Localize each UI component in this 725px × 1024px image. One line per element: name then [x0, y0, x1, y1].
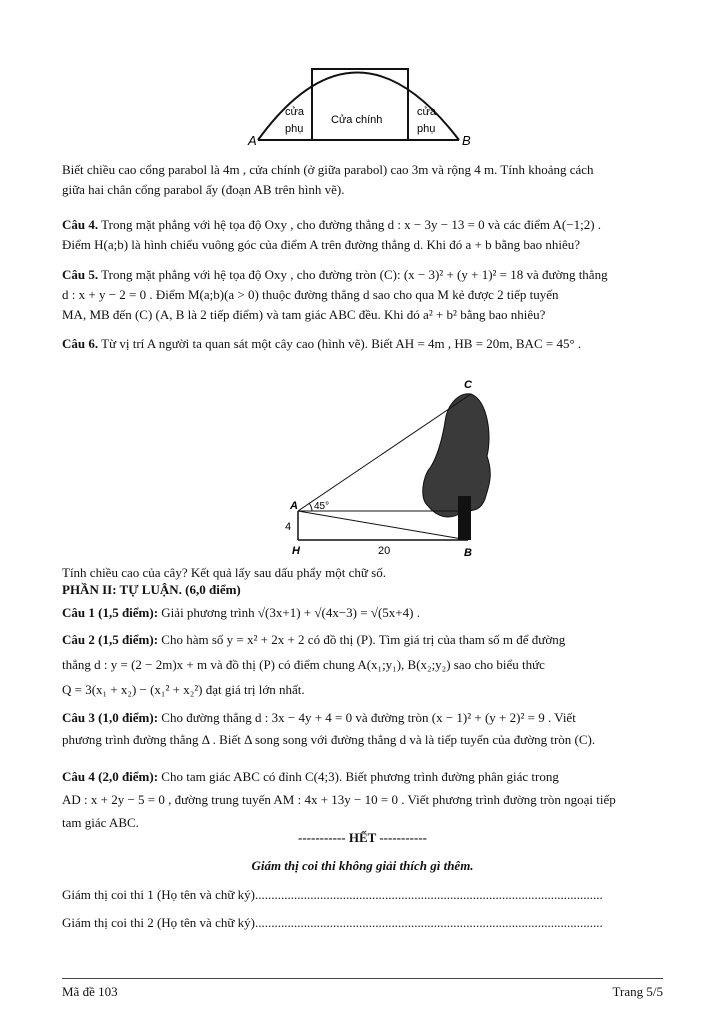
- e4-line-1: Cho tam giác ABC có đỉnh C(4;3). Biết phương trình đường phân giác trong: [161, 769, 559, 784]
- q5-line-3: MA, MB đến (C) (A, B là 2 tiếp điểm) và tam giác ABC đều. Khi đó a² + b² bằng bao nhiêu?: [62, 307, 546, 322]
- essay-4: [62, 765, 663, 834]
- fig2-label-h: H: [292, 545, 300, 557]
- question-6: [62, 334, 663, 354]
- page-number: Trang 5/5: [612, 984, 663, 999]
- e2-label: Câu 2 (1,5 điểm):: [62, 632, 159, 647]
- question-4: [62, 215, 663, 255]
- e3-label: Câu 3 (1,0 điểm):: [62, 710, 159, 725]
- fig1-label-a: A: [248, 133, 257, 148]
- e3-line-1: Cho đường thẳng d : 3x − 4y + 4 = 0 và đường tròn (x − 1)² + (y + 2)² = 9 . Viết: [161, 710, 576, 725]
- fig2-ah-length: 4: [285, 521, 292, 533]
- e2-line-2: thẳng d : y = (2 − 2m)x + m và đồ thị (P) có điểm chung A(x₁;y₁), B(x₂;y₂) sao cho biểu thức: [62, 657, 545, 672]
- intro-paragraph: [62, 160, 663, 200]
- e1-label: Câu 1 (1,5 điểm):: [62, 605, 159, 620]
- fig1-label-b: B: [462, 133, 471, 148]
- q6-line-1: Từ vị trí A người ta quan sát một cây cao (hình vẽ). Biết AH = 4m , HB = 20m, BAC = 45° .: [101, 336, 582, 351]
- fig2-hb-length: 20: [378, 545, 391, 557]
- fig1-door-left-2: phụ: [285, 123, 304, 135]
- q6-question: Tính chiều cao của cây? Kết quả lấy sau dấu phẩy một chữ số.: [62, 565, 386, 580]
- e4-line-2: AD : x + 2y − 5 = 0 , đường trung tuyến AM : 4x + 13y − 10 = 0 . Viết phương trình đường tròn ngoại tiếp: [62, 792, 616, 807]
- e2-line-3: Q = 3(x₁ + x₂) − (x₁² + x₂²) đạt giá trị lớn nhất.: [62, 682, 305, 697]
- e1-text: Giải phương trình √(3x+1) + √(4x−3) = √(5x+4) .: [161, 605, 420, 620]
- end-note: Giám thị coi thi không giải thích gì thêm.: [251, 858, 474, 873]
- fig2-label-c: C: [464, 379, 472, 391]
- fig1-door-right-1: cửa: [417, 106, 436, 118]
- intro-line-2: giữa hai chân cổng parabol ấy (đoạn AB trên hình vẽ).: [62, 182, 345, 197]
- intro-line-1: Biết chiều cao cổng parabol là 4m , cửa chính (ở giữa parabol) cao 3m và rộng 4 m. Tính khoảng cách: [62, 162, 594, 177]
- q6-label: Câu 6.: [62, 336, 99, 351]
- essay-1: [62, 603, 663, 623]
- fig2-label-b: B: [464, 547, 472, 559]
- e2-line-1: Cho hàm số y = x² + 2x + 2 có đồ thị (P). Tìm giá trị của tham số m để đường: [161, 632, 566, 647]
- fig1-door-left-1: cửa: [285, 106, 304, 118]
- q5-label: Câu 5.: [62, 267, 99, 282]
- e4-label: Câu 4 (2,0 điểm):: [62, 769, 159, 784]
- q4-line-2: Điểm H(a;b) là hình chiếu vuông góc của điểm A trên đường thẳng d. Khi đó a + b bằng bao nhiêu?: [62, 237, 581, 252]
- q5-line-2: d : x + y − 2 = 0 . Điểm M(a;b)(a > 0) thuộc đường thẳng d sao cho qua M kẻ được 2 tiếp tuyến: [62, 287, 559, 302]
- parabola-gate-figure: [244, 35, 489, 155]
- q4-line-1: Trong mặt phẳng với hệ tọa độ Oxy , cho đường thẳng d : x − 3y − 13 = 0 và các điểm A(−1;2) .: [101, 217, 602, 232]
- e3-line-2: phương trình đường thẳng Δ . Biết Δ song song với đường thẳng d và là tiếp tuyến của đường tròn (C).: [62, 732, 596, 747]
- signature-1: Giám thị coi thi 1 (Họ tên và chữ ký)...........................................................................................................: [62, 887, 603, 902]
- e4-line-3: tam giác ABC.: [62, 815, 139, 830]
- fig2-angle-label: 45°: [314, 501, 330, 512]
- signature-2: Giám thị coi thi 2 (Họ tên và chữ ký)...........................................................................................................: [62, 915, 603, 930]
- end-marker: ----------- HẾT -----------: [298, 830, 427, 845]
- question-5: [62, 265, 663, 325]
- fig1-main-door: Cửa chính: [331, 114, 383, 126]
- essay-2: [62, 627, 663, 702]
- essay-3: [62, 707, 663, 751]
- q4-label: Câu 4.: [62, 217, 99, 232]
- fig2-label-a: A: [290, 500, 298, 512]
- fig1-door-right-2: phụ: [417, 123, 436, 135]
- q5-line-1: Trong mặt phẳng với hệ tọa độ Oxy , cho đường tròn (C): (x − 3)² + (y + 1)² = 18 và đường thẳng: [101, 267, 608, 282]
- part2-title: PHẦN II: TỰ LUẬN. (6,0 điểm): [62, 582, 241, 597]
- exam-code: Mã đề 103: [62, 984, 118, 999]
- page-footer: [62, 978, 663, 1000]
- tree-figure: [278, 376, 508, 561]
